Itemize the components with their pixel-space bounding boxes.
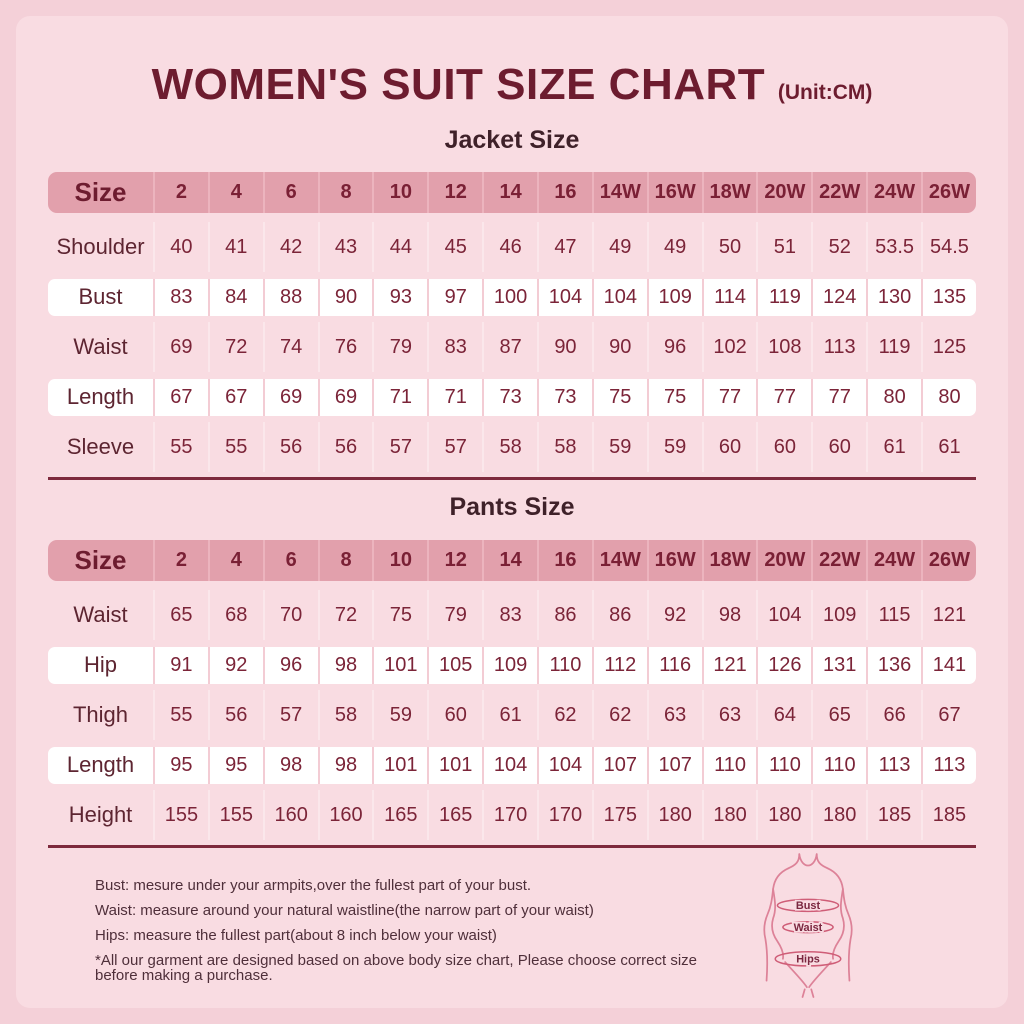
table-cell: 101 (372, 647, 427, 684)
page-title-text: WOMEN'S SUIT SIZE CHART (151, 60, 766, 109)
row-label: Hip (83, 652, 117, 677)
row-label: Thigh (72, 702, 129, 727)
table-row (48, 747, 976, 784)
row-label: Height (68, 802, 133, 827)
table-cell: 109 (482, 647, 537, 684)
table-row (48, 590, 976, 640)
table-cell: 84 (208, 279, 263, 316)
table-cell: 83 (427, 322, 482, 372)
table-cell: 141 (921, 647, 976, 684)
header-size-column: 8 (318, 172, 373, 213)
table-cell: 55 (208, 422, 263, 472)
header-size-column: 26W (921, 540, 976, 581)
table-cell: 83 (482, 590, 537, 640)
pants-size-title: Pants Size (449, 493, 575, 521)
table-row (48, 690, 976, 740)
footnote-line: Bust: mesure under your armpits,over the fullest part of your bust. (95, 877, 532, 894)
table-cell: 165 (427, 790, 482, 840)
footnotes (95, 878, 735, 993)
table-cell: 72 (318, 590, 373, 640)
table-cell: 130 (866, 279, 921, 316)
header-size-column: 14 (482, 540, 537, 581)
table-cell: 98 (318, 747, 373, 784)
table-cell: 59 (592, 422, 647, 472)
table-cell: 71 (427, 379, 482, 416)
table-cell: 57 (372, 422, 427, 472)
header-size-column: 18W (702, 172, 757, 213)
table-cell: 63 (702, 690, 757, 740)
table-cell: 110 (702, 747, 757, 784)
table-cell: 69 (263, 379, 318, 416)
row-label: Sleeve (66, 434, 135, 459)
table-cell: 46 (482, 222, 537, 272)
figure-hips-label: Hips (796, 953, 820, 966)
table-cell: 58 (482, 422, 537, 472)
table-cell: 60 (427, 690, 482, 740)
header-size-column: 22W (811, 540, 866, 581)
table-cell: 79 (427, 590, 482, 640)
table-row (48, 647, 976, 684)
header-size-column: 2 (153, 540, 208, 581)
table-cell: 60 (756, 422, 811, 472)
table-cell: 104 (537, 747, 592, 784)
table-cell: 175 (592, 790, 647, 840)
page-title (48, 60, 976, 110)
table-cell: 109 (811, 590, 866, 640)
table-cell: 155 (208, 790, 263, 840)
table-body (48, 222, 976, 472)
table-cell: 77 (756, 379, 811, 416)
header-size-column: 16 (537, 540, 592, 581)
table-cell: 55 (153, 690, 208, 740)
body-outline-icon (760, 850, 856, 1000)
table-cell: 77 (702, 379, 757, 416)
table-cell: 87 (482, 322, 537, 372)
table-cell: 135 (921, 279, 976, 316)
table-cell: 155 (153, 790, 208, 840)
table-cell: 104 (756, 590, 811, 640)
table-cell: 91 (153, 647, 208, 684)
table-cell: 67 (208, 379, 263, 416)
table-cell: 64 (756, 690, 811, 740)
table-cell: 80 (866, 379, 921, 416)
header-size-column: 14W (592, 540, 647, 581)
table-cell: 75 (372, 590, 427, 640)
table-cell: 119 (866, 322, 921, 372)
table-cell: 54.5 (921, 222, 976, 272)
table-cell: 40 (153, 222, 208, 272)
table-cell: 80 (921, 379, 976, 416)
table-cell: 92 (208, 647, 263, 684)
table-cell: 61 (921, 422, 976, 472)
table-cell: 52 (811, 222, 866, 272)
table-cell: 75 (647, 379, 702, 416)
table-cell: 108 (756, 322, 811, 372)
table-header-row (48, 540, 976, 581)
table-cell: 115 (866, 590, 921, 640)
table-cell: 90 (318, 279, 373, 316)
table-cell: 67 (921, 690, 976, 740)
table-cell: 69 (153, 322, 208, 372)
header-size-label: Size (74, 177, 127, 207)
row-label: Length (66, 752, 135, 777)
jacket-size-table (48, 172, 976, 480)
table-cell: 72 (208, 322, 263, 372)
table-cell: 66 (866, 690, 921, 740)
table-cell: 51 (756, 222, 811, 272)
table-cell: 76 (318, 322, 373, 372)
table-cell: 104 (482, 747, 537, 784)
table-cell: 180 (647, 790, 702, 840)
table-cell: 43 (318, 222, 373, 272)
table-cell: 56 (263, 422, 318, 472)
table-cell: 185 (866, 790, 921, 840)
table-cell: 73 (537, 379, 592, 416)
table-cell: 86 (592, 590, 647, 640)
table-cell: 60 (811, 422, 866, 472)
table-cell: 98 (702, 590, 757, 640)
table-cell: 97 (427, 279, 482, 316)
jacket-size-title: Jacket Size (444, 126, 580, 154)
table-cell: 160 (263, 790, 318, 840)
table-cell: 67 (153, 379, 208, 416)
row-label: Bust (78, 284, 123, 309)
table-cell: 60 (702, 422, 757, 472)
table-cell: 113 (921, 747, 976, 784)
header-size-column: 20W (756, 540, 811, 581)
table-cell: 113 (811, 322, 866, 372)
table-cell: 69 (318, 379, 373, 416)
footnote-line: Hips: measure the fullest part(about 8 inch below your waist) (95, 927, 497, 944)
table-header-row (48, 172, 976, 213)
header-size-label: Size (74, 545, 127, 575)
table-cell: 71 (372, 379, 427, 416)
table-cell: 107 (647, 747, 702, 784)
table-row (48, 790, 976, 840)
table-row (48, 422, 976, 472)
row-label: Shoulder (56, 234, 145, 259)
table-cell: 109 (647, 279, 702, 316)
table-cell: 113 (866, 747, 921, 784)
header-size-column: 2 (153, 172, 208, 213)
table-cell: 73 (482, 379, 537, 416)
table-cell: 104 (537, 279, 592, 316)
table-cell: 98 (318, 647, 373, 684)
table-cell: 136 (866, 647, 921, 684)
header-size-column: 6 (263, 172, 318, 213)
table-cell: 83 (153, 279, 208, 316)
table-cell: 49 (592, 222, 647, 272)
table-cell: 58 (537, 422, 592, 472)
table-cell: 62 (592, 690, 647, 740)
table-cell: 102 (702, 322, 757, 372)
table-cell: 61 (866, 422, 921, 472)
table-cell: 57 (263, 690, 318, 740)
table-cell: 170 (482, 790, 537, 840)
table-cell: 180 (756, 790, 811, 840)
table-cell: 107 (592, 747, 647, 784)
table-cell: 56 (208, 690, 263, 740)
table-cell: 59 (647, 422, 702, 472)
table-cell: 79 (372, 322, 427, 372)
table-cell: 119 (756, 279, 811, 316)
table-cell: 104 (592, 279, 647, 316)
table-cell: 170 (537, 790, 592, 840)
table-cell: 55 (153, 422, 208, 472)
figure-waist-label: Waist (793, 922, 823, 934)
chart-content (48, 0, 976, 848)
table-cell: 70 (263, 590, 318, 640)
table-cell: 96 (647, 322, 702, 372)
table-cell: 165 (372, 790, 427, 840)
table-cell: 125 (921, 322, 976, 372)
table-cell: 96 (263, 647, 318, 684)
table-cell: 110 (811, 747, 866, 784)
table-cell: 126 (756, 647, 811, 684)
table-cell: 98 (263, 747, 318, 784)
unit-label: (Unit:CM) (777, 81, 873, 104)
table-cell: 75 (592, 379, 647, 416)
header-size-column: 10 (372, 172, 427, 213)
table-cell: 112 (592, 647, 647, 684)
table-cell: 61 (482, 690, 537, 740)
table-cell: 59 (372, 690, 427, 740)
header-size-column: 14 (482, 172, 537, 213)
row-label: Length (66, 384, 135, 409)
table-cell: 100 (482, 279, 537, 316)
table-cell: 124 (811, 279, 866, 316)
figure-bust-label: Bust (795, 900, 821, 913)
footnote-line: *All our garment are designed based on above body size chart, Please choose correct size before making a purchase. (95, 952, 698, 984)
table-cell: 180 (702, 790, 757, 840)
header-size-column: 16W (647, 540, 702, 581)
table-cell: 65 (153, 590, 208, 640)
table-cell: 57 (427, 422, 482, 472)
table-cell: 56 (318, 422, 373, 472)
table-cell: 180 (811, 790, 866, 840)
table-cell: 50 (702, 222, 757, 272)
table-row (48, 379, 976, 416)
table-cell: 86 (537, 590, 592, 640)
table-cell: 92 (647, 590, 702, 640)
header-size-column: 22W (811, 172, 866, 213)
header-size-column: 20W (756, 172, 811, 213)
row-label: Waist (73, 334, 128, 359)
header-size-column: 16 (537, 172, 592, 213)
table-cell: 110 (537, 647, 592, 684)
table-cell: 95 (208, 747, 263, 784)
table-cell: 131 (811, 647, 866, 684)
table-cell: 77 (811, 379, 866, 416)
table-cell: 116 (647, 647, 702, 684)
table-cell: 41 (208, 222, 263, 272)
header-size-column: 8 (318, 540, 373, 581)
table-row (48, 322, 976, 372)
header-size-column: 4 (208, 172, 263, 213)
table-cell: 185 (921, 790, 976, 840)
table-cell: 44 (372, 222, 427, 272)
table-row (48, 222, 976, 272)
header-size-column: 14W (592, 172, 647, 213)
table-cell: 53.5 (866, 222, 921, 272)
header-size-column: 6 (263, 540, 318, 581)
table-cell: 42 (263, 222, 318, 272)
table-cell: 160 (318, 790, 373, 840)
header-size-column: 18W (702, 540, 757, 581)
table-cell: 121 (702, 647, 757, 684)
table-cell: 74 (263, 322, 318, 372)
pants-size-table (48, 540, 976, 848)
table-cell: 90 (537, 322, 592, 372)
table-cell: 65 (811, 690, 866, 740)
table-cell: 68 (208, 590, 263, 640)
table-body (48, 590, 976, 840)
header-size-column: 10 (372, 540, 427, 581)
table-cell: 121 (921, 590, 976, 640)
table-cell: 90 (592, 322, 647, 372)
table-cell: 58 (318, 690, 373, 740)
table-cell: 49 (647, 222, 702, 272)
table-cell: 62 (537, 690, 592, 740)
header-size-column: 16W (647, 172, 702, 213)
table-cell: 110 (756, 747, 811, 784)
table-cell: 95 (153, 747, 208, 784)
footnote-line: Waist: measure around your natural waistline(the narrow part of your waist) (95, 902, 594, 919)
table-cell: 63 (647, 690, 702, 740)
header-size-column: 24W (866, 540, 921, 581)
table-cell: 101 (427, 747, 482, 784)
header-size-column: 26W (921, 172, 976, 213)
table-cell: 47 (537, 222, 592, 272)
row-label: Waist (73, 602, 128, 627)
table-cell: 93 (372, 279, 427, 316)
table-cell: 45 (427, 222, 482, 272)
table-cell: 114 (702, 279, 757, 316)
table-cell: 88 (263, 279, 318, 316)
table-cell: 105 (427, 647, 482, 684)
body-measurement-figure (760, 850, 856, 1000)
header-size-column: 12 (427, 172, 482, 213)
header-size-column: 12 (427, 540, 482, 581)
header-size-column: 24W (866, 172, 921, 213)
table-cell: 101 (372, 747, 427, 784)
header-size-column: 4 (208, 540, 263, 581)
table-row (48, 279, 976, 316)
